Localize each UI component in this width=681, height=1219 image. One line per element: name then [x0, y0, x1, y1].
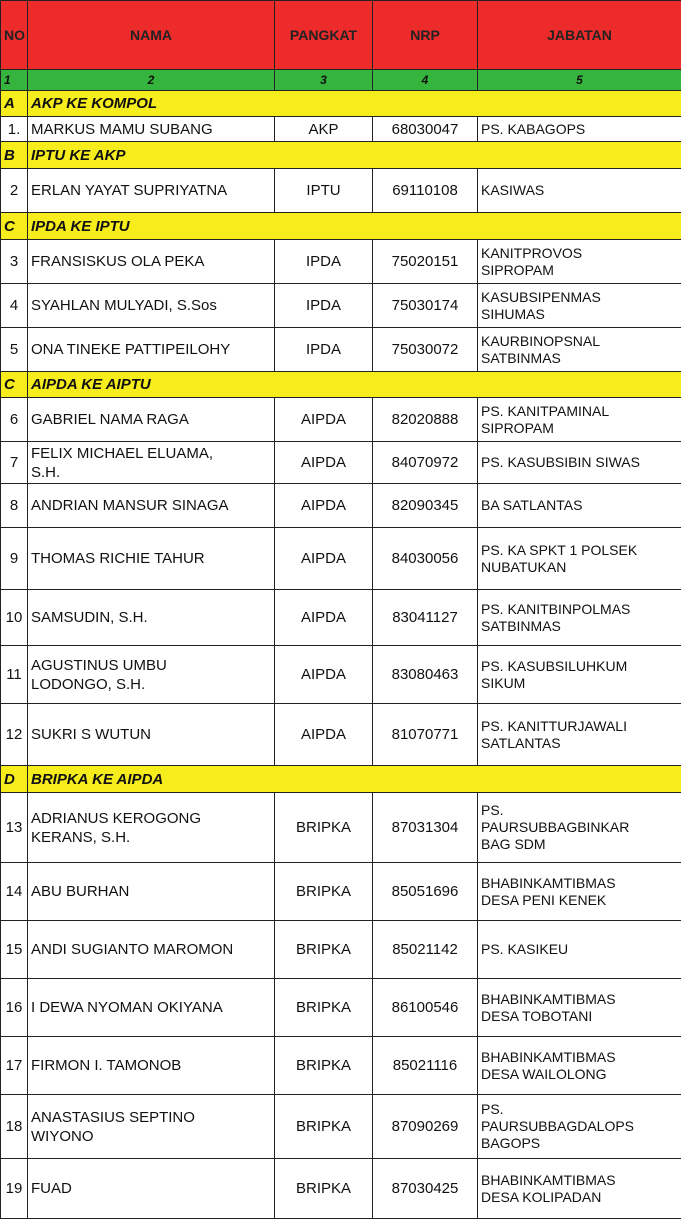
row-pangkat: BRIPKA	[275, 921, 373, 979]
row-nrp: 87030425	[373, 1159, 478, 1219]
row-jabatan	[478, 528, 681, 590]
row-pangkat: BRIPKA	[275, 1159, 373, 1219]
row-pangkat: AIPDA	[275, 442, 373, 484]
nama-line: SUKRI S WUTUN	[31, 725, 271, 744]
row-jabatan	[478, 484, 681, 528]
table-row	[1, 1037, 681, 1095]
section-row	[1, 213, 681, 240]
nama-line: FELIX MICHAEL ELUAMA,	[31, 444, 271, 463]
jabatan-line: PS. KASUBSIBIN SIWAS	[481, 454, 678, 471]
row-no: 2	[1, 169, 28, 213]
row-pangkat: BRIPKA	[275, 863, 373, 921]
nama-line: AGUSTINUS UMBU	[31, 656, 271, 675]
table-row	[1, 793, 681, 863]
table-row	[1, 442, 681, 484]
row-no: 13	[1, 793, 28, 863]
table-row	[1, 704, 681, 766]
jabatan-line: SIPROPAM	[481, 262, 678, 279]
jabatan-line: KANITPROVOS	[481, 245, 678, 262]
row-pangkat: IPDA	[275, 328, 373, 372]
column-number: 3	[275, 70, 373, 91]
nama-line: FUAD	[31, 1179, 271, 1198]
row-no: 8	[1, 484, 28, 528]
row-no: 12	[1, 704, 28, 766]
section-title: BRIPKA KE AIPDA	[28, 766, 681, 793]
nama-line: SYAHLAN MULYADI, S.Sos	[31, 296, 271, 315]
row-nama	[28, 240, 275, 284]
table-body	[1, 91, 681, 1219]
jabatan-line: PS.	[481, 802, 678, 819]
header-jabatan: JABATAN	[478, 1, 681, 70]
row-jabatan	[478, 793, 681, 863]
row-nama	[28, 117, 275, 142]
row-jabatan	[478, 921, 681, 979]
nama-line: WIYONO	[31, 1127, 271, 1146]
row-nrp: 81070771	[373, 704, 478, 766]
nama-line: ANDI SUGIANTO MAROMON	[31, 940, 271, 959]
row-nama	[28, 1037, 275, 1095]
row-no: 4	[1, 284, 28, 328]
jabatan-line: KAURBINOPSNAL	[481, 333, 678, 350]
jabatan-line: PS. KASUBSILUHKUM	[481, 658, 678, 675]
nama-line: LODONGO, S.H.	[31, 675, 271, 694]
row-nama	[28, 169, 275, 213]
row-nama	[28, 484, 275, 528]
section-title: IPDA KE IPTU	[28, 213, 681, 240]
jabatan-line: PS. KANITPAMINAL	[481, 403, 678, 420]
jabatan-line: BHABINKAMTIBMAS	[481, 1049, 678, 1066]
jabatan-line: BA SATLANTAS	[481, 497, 678, 514]
table-row	[1, 484, 681, 528]
row-pangkat: AIPDA	[275, 398, 373, 442]
row-nrp: 82020888	[373, 398, 478, 442]
nama-line: S.H.	[31, 463, 271, 482]
row-pangkat: AIPDA	[275, 704, 373, 766]
row-nrp: 83041127	[373, 590, 478, 646]
row-no: 9	[1, 528, 28, 590]
row-nrp: 85021142	[373, 921, 478, 979]
row-nama	[28, 284, 275, 328]
jabatan-line: DESA PENI KENEK	[481, 892, 678, 909]
table-row	[1, 646, 681, 704]
row-jabatan	[478, 704, 681, 766]
row-jabatan	[478, 398, 681, 442]
row-pangkat: AIPDA	[275, 484, 373, 528]
row-no: 19	[1, 1159, 28, 1219]
jabatan-line: DESA WAILOLONG	[481, 1066, 678, 1083]
section-row	[1, 91, 681, 117]
row-jabatan	[478, 1095, 681, 1159]
row-pangkat: AIPDA	[275, 590, 373, 646]
row-pangkat: BRIPKA	[275, 1095, 373, 1159]
jabatan-line: PS. KASIKEU	[481, 941, 678, 958]
row-jabatan	[478, 169, 681, 213]
jabatan-line: PAURSUBBAGDALOPS	[481, 1118, 678, 1135]
row-jabatan	[478, 590, 681, 646]
jabatan-line: PS. KANITBINPOLMAS	[481, 601, 678, 618]
jabatan-line: PS. KANITTURJAWALI	[481, 718, 678, 735]
row-nrp: 84030056	[373, 528, 478, 590]
row-nrp: 83080463	[373, 646, 478, 704]
table-row	[1, 863, 681, 921]
row-nrp: 68030047	[373, 117, 478, 142]
row-nama	[28, 1095, 275, 1159]
jabatan-line: SATBINMAS	[481, 618, 678, 635]
row-nama	[28, 528, 275, 590]
row-nrp: 87090269	[373, 1095, 478, 1159]
table-row	[1, 398, 681, 442]
section-code: C	[1, 213, 28, 240]
row-nama	[28, 1159, 275, 1219]
table-row	[1, 328, 681, 372]
nama-line: MARKUS MAMU SUBANG	[31, 120, 271, 139]
row-jabatan	[478, 284, 681, 328]
row-no: 7	[1, 442, 28, 484]
row-jabatan	[478, 646, 681, 704]
table-row	[1, 169, 681, 213]
jabatan-line: PS. KA SPKT 1 POLSEK	[481, 542, 678, 559]
header-nama: NAMA	[28, 1, 275, 70]
jabatan-line: NUBATUKAN	[481, 559, 678, 576]
jabatan-line: PS.	[481, 1101, 678, 1118]
jabatan-line: BHABINKAMTIBMAS	[481, 875, 678, 892]
row-nrp: 75020151	[373, 240, 478, 284]
row-jabatan	[478, 863, 681, 921]
row-nama	[28, 793, 275, 863]
jabatan-line: KASIWAS	[481, 182, 678, 199]
header-row	[1, 1, 681, 70]
row-no: 18	[1, 1095, 28, 1159]
jabatan-line: PAURSUBBAGBINKAR	[481, 819, 678, 836]
row-jabatan	[478, 442, 681, 484]
nama-line: I DEWA NYOMAN OKIYANA	[31, 998, 271, 1017]
row-nama	[28, 442, 275, 484]
header-no: NO	[1, 1, 28, 70]
table-row	[1, 921, 681, 979]
section-code: B	[1, 142, 28, 169]
nama-line: ANASTASIUS SEPTINO	[31, 1108, 271, 1127]
table-row	[1, 240, 681, 284]
nama-line: ERLAN YAYAT SUPRIYATNA	[31, 181, 271, 200]
header-pangkat: PANGKAT	[275, 1, 373, 70]
row-nrp: 84070972	[373, 442, 478, 484]
table-row	[1, 117, 681, 142]
column-number-row	[1, 70, 681, 91]
section-title: AKP KE KOMPOL	[28, 91, 681, 117]
nama-line: GABRIEL NAMA RAGA	[31, 410, 271, 429]
table-row	[1, 590, 681, 646]
row-nrp: 85051696	[373, 863, 478, 921]
nama-line: ADRIANUS KEROGONG	[31, 809, 271, 828]
header-nrp: NRP	[373, 1, 478, 70]
section-row	[1, 142, 681, 169]
row-nrp: 87031304	[373, 793, 478, 863]
section-code: A	[1, 91, 28, 117]
row-nama	[28, 398, 275, 442]
nama-line: KERANS, S.H.	[31, 828, 271, 847]
section-code: D	[1, 766, 28, 793]
row-nrp: 86100546	[373, 979, 478, 1037]
section-title: AIPDA KE AIPTU	[28, 372, 681, 398]
section-row	[1, 766, 681, 793]
row-no: 1.	[1, 117, 28, 142]
row-jabatan	[478, 1037, 681, 1095]
jabatan-line: DESA KOLIPADAN	[481, 1189, 678, 1206]
row-nama	[28, 979, 275, 1037]
nama-line: ANDRIAN MANSUR SINAGA	[31, 496, 271, 515]
row-jabatan	[478, 328, 681, 372]
nama-line: ONA TINEKE PATTIPEILOHY	[31, 340, 271, 359]
row-nrp: 82090345	[373, 484, 478, 528]
row-no: 6	[1, 398, 28, 442]
jabatan-line: BHABINKAMTIBMAS	[481, 1172, 678, 1189]
row-jabatan	[478, 117, 681, 142]
row-pangkat: BRIPKA	[275, 793, 373, 863]
row-nrp: 69110108	[373, 169, 478, 213]
jabatan-line: SATLANTAS	[481, 735, 678, 752]
table-row	[1, 528, 681, 590]
row-nrp: 75030072	[373, 328, 478, 372]
row-nrp: 75030174	[373, 284, 478, 328]
row-no: 15	[1, 921, 28, 979]
table-row	[1, 284, 681, 328]
row-pangkat: IPDA	[275, 240, 373, 284]
row-pangkat: IPDA	[275, 284, 373, 328]
row-nama	[28, 328, 275, 372]
row-jabatan	[478, 979, 681, 1037]
jabatan-line: BAG SDM	[481, 836, 678, 853]
jabatan-line: SIHUMAS	[481, 306, 678, 323]
jabatan-line: DESA TOBOTANI	[481, 1008, 678, 1025]
row-no: 14	[1, 863, 28, 921]
row-pangkat: AIPDA	[275, 528, 373, 590]
row-pangkat: IPTU	[275, 169, 373, 213]
row-nama	[28, 863, 275, 921]
column-number: 5	[478, 70, 681, 91]
row-no: 16	[1, 979, 28, 1037]
nama-line: FIRMON I. TAMONOB	[31, 1056, 271, 1075]
jabatan-line: BHABINKAMTIBMAS	[481, 991, 678, 1008]
jabatan-line: SIKUM	[481, 675, 678, 692]
row-jabatan	[478, 1159, 681, 1219]
section-title: IPTU KE AKP	[28, 142, 681, 169]
row-pangkat: AIPDA	[275, 646, 373, 704]
row-nrp: 85021116	[373, 1037, 478, 1095]
column-number: 1	[1, 70, 28, 91]
column-number: 2	[28, 70, 275, 91]
row-no: 5	[1, 328, 28, 372]
section-code: C	[1, 372, 28, 398]
nama-line: THOMAS RICHIE TAHUR	[31, 549, 271, 568]
row-jabatan	[478, 240, 681, 284]
row-nama	[28, 590, 275, 646]
table-row	[1, 979, 681, 1037]
jabatan-line: KASUBSIPENMAS	[481, 289, 678, 306]
row-nama	[28, 921, 275, 979]
jabatan-line: SATBINMAS	[481, 350, 678, 367]
row-no: 17	[1, 1037, 28, 1095]
row-pangkat: AKP	[275, 117, 373, 142]
row-pangkat: BRIPKA	[275, 1037, 373, 1095]
nama-line: FRANSISKUS OLA PEKA	[31, 252, 271, 271]
row-nama	[28, 704, 275, 766]
nama-line: SAMSUDIN, S.H.	[31, 608, 271, 627]
row-no: 3	[1, 240, 28, 284]
jabatan-line: SIPROPAM	[481, 420, 678, 437]
jabatan-line: PS. KABAGOPS	[481, 121, 678, 138]
table-row	[1, 1159, 681, 1219]
row-no: 11	[1, 646, 28, 704]
jabatan-line: BAGOPS	[481, 1135, 678, 1152]
row-no: 10	[1, 590, 28, 646]
section-row	[1, 372, 681, 398]
column-number: 4	[373, 70, 478, 91]
table-row	[1, 1095, 681, 1159]
row-pangkat: BRIPKA	[275, 979, 373, 1037]
row-nama	[28, 646, 275, 704]
nama-line: ABU BURHAN	[31, 882, 271, 901]
